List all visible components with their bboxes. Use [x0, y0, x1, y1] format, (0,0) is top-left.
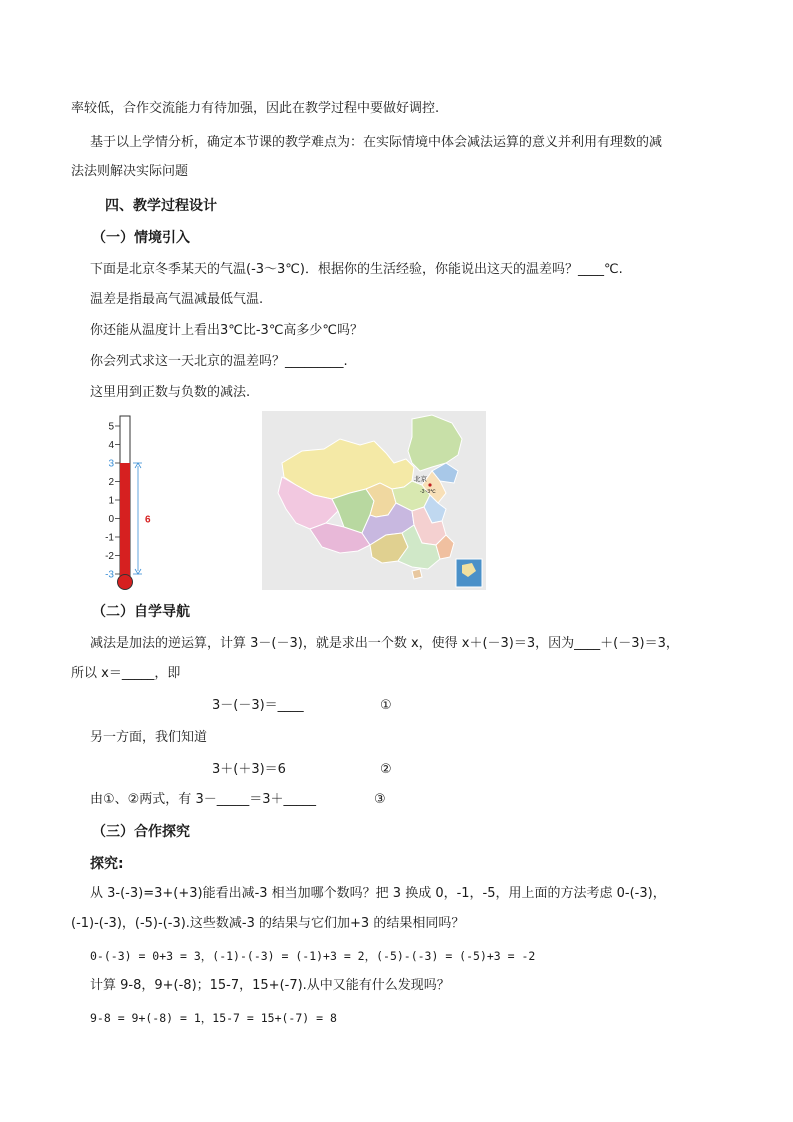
subsection-heading: （二）自学导航	[92, 604, 190, 620]
equation-2: 3＋(＋3)＝6	[212, 762, 286, 777]
subsection-heading: （一）情境引入	[92, 230, 190, 246]
paragraph-line: 下面是北京冬季某天的气温(-3～3℃)．根据你的生活经验，你能说出这天的温差吗？____℃.	[90, 262, 623, 277]
thermometer-scale	[105, 422, 120, 581]
thermometer-tick-label: -2	[105, 551, 114, 562]
equation-number-3: ③	[374, 792, 386, 807]
map-city-label: 北京	[414, 476, 427, 483]
paragraph-line: 率较低，合作交流能力有待加强，因此在教学过程中要做好调控.	[71, 101, 440, 116]
paragraph-line: (-1)-(-3)，(-5)-(-3).这些数减-3 的结果与它们加+3 的结果相同吗？	[71, 916, 465, 931]
thermometer-tick-label: 1	[108, 495, 114, 507]
thermometer-tick-label: -1	[105, 532, 114, 544]
thermometer-tick-label: 3	[108, 458, 114, 470]
beijing-marker	[428, 483, 431, 486]
thermometer-tick-label: -3	[105, 569, 114, 581]
explore-heading: 探究:	[90, 856, 124, 872]
paragraph-line: 减法是加法的逆运算，计算 3－(－3)，就是求出一个数 x，使得 x＋(－3)＝3，因为____＋(－3)＝3，	[90, 636, 679, 651]
thermometer-figure	[100, 412, 170, 592]
equation-3: 由①、②两式，有 3－_____＝3＋_____	[90, 792, 316, 807]
paragraph-line: 从 3-(-3)=3+(+3)能看出减-3 相当加哪个数吗？把 3 换成 0，-1，-5，用上面的方法考虑 0-(-3)，	[90, 886, 666, 901]
paragraph-line: 基于以上学情分析，确定本节课的教学难点为：在实际情境中体会减法运算的意义并利用有理数的减	[90, 135, 663, 150]
map-region-hainan	[412, 569, 422, 579]
paragraph-line: 法法则解决实际问题	[71, 164, 189, 179]
equation-1: 3－(－3)＝____	[212, 698, 304, 713]
temperature-difference-arrow	[133, 463, 142, 574]
equation-number-2: ②	[380, 762, 392, 777]
thermometer-tick-label: 2	[108, 477, 114, 488]
paragraph-line: 温差是指最高气温减最低气温.	[90, 292, 264, 307]
paragraph-line: 你会列式求这一天北京的温差吗？_________.	[90, 354, 348, 369]
thermometer-mercury	[120, 463, 130, 578]
thermometer-tick-label: 5	[108, 421, 114, 433]
paragraph-line: 另一方面，我们知道	[90, 730, 208, 745]
thermometer-bulb	[118, 575, 133, 590]
paragraph-line: 这里用到正数与负数的减法.	[90, 385, 251, 400]
thermometer-tick-label: 4	[108, 440, 114, 451]
equation-number-1: ①	[380, 698, 392, 713]
temperature-difference-label: 6	[145, 514, 151, 526]
map-temperature-label: -3~3℃	[420, 489, 436, 495]
section-heading: 四、教学过程设计	[105, 198, 217, 214]
paragraph-line: 计算 9-8，9+(-8)；15-7，15+(-7).从中又能有什么发现吗？	[90, 978, 450, 993]
paragraph-line: 你还能从温度计上看出3℃比-3℃高多少℃吗？	[90, 323, 364, 338]
paragraph-line: 所以 x＝_____，即	[71, 666, 181, 681]
china-map-figure	[262, 411, 486, 590]
paragraph-line: 9-8 = 9+(-8) = 1，15-7 = 15+(-7) = 8	[90, 1011, 337, 1025]
subsection-heading: （三）合作探究	[92, 824, 190, 840]
thermometer-tick-label: 0	[108, 514, 114, 525]
paragraph-line: 0-(-3) = 0+3 = 3，(-1)-(-3) = (-1)+3 = 2，(-5)-(-3) = (-5)+3 = -2	[90, 949, 536, 963]
